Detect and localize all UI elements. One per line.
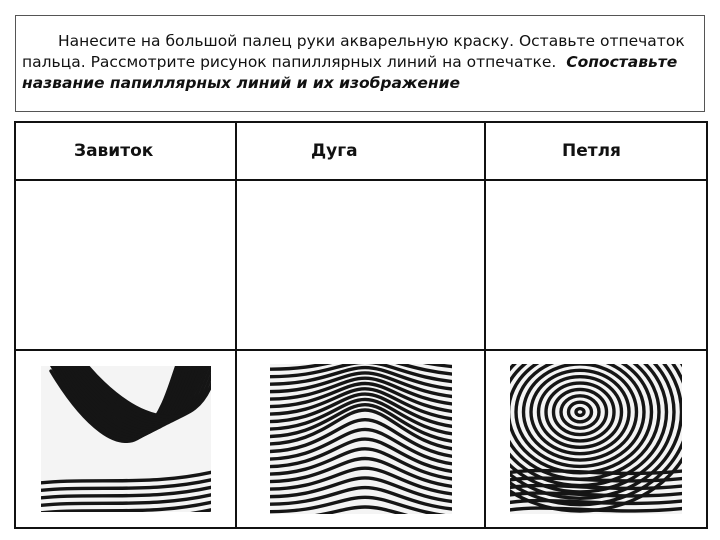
- task-text: Сопоставьте название папиллярных линий и их изображение: [22, 53, 678, 92]
- instruction-text: Нанесите на большой палец руки акварельную краску. Оставьте отпечаток пальца. Рассмотрите рисунок папиллярных линий на отпечатке.: [22, 32, 685, 71]
- answer-cell-1[interactable]: [15, 180, 236, 350]
- fingerprint-cell-3: [485, 350, 707, 528]
- fingerprint-cell-2: [236, 350, 485, 528]
- fingerprint-row: [15, 350, 707, 528]
- fingerprint-cell-1: [15, 350, 236, 528]
- matching-table: [14, 121, 708, 529]
- header-whorl: Завиток: [15, 122, 236, 180]
- loop-fingerprint-icon: [41, 366, 211, 512]
- header-loop: Петля: [485, 122, 707, 180]
- answer-cell-3[interactable]: [485, 180, 707, 350]
- header-row: [15, 122, 707, 180]
- header-arch: Дуга: [236, 122, 485, 180]
- whorl-fingerprint-icon: [510, 364, 682, 514]
- instruction-box: [15, 15, 705, 112]
- arch-fingerprint-icon: [270, 364, 452, 514]
- answer-row: [15, 180, 707, 350]
- answer-cell-2[interactable]: [236, 180, 485, 350]
